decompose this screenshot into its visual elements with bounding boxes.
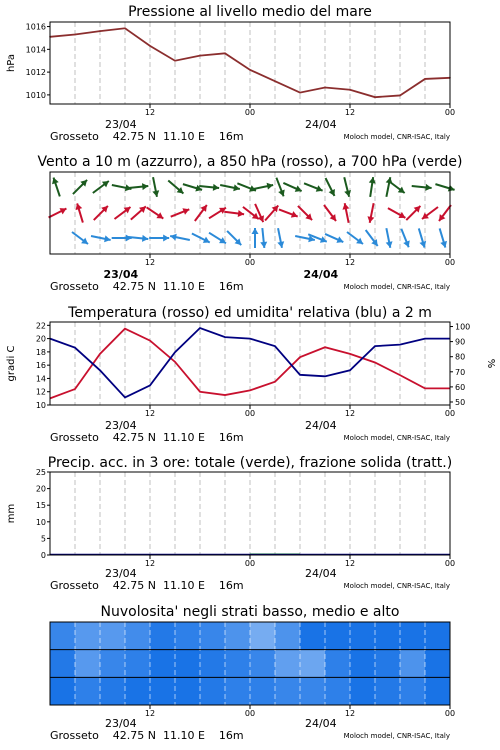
cloud-cell-medio [325, 650, 351, 678]
x-tick-label: 00 [444, 709, 456, 718]
y2-tick-label: 80 [455, 352, 466, 362]
wind-arrow [325, 234, 343, 243]
x-tick-label: 00 [244, 409, 256, 418]
cloud-cell-alto [175, 622, 201, 650]
cloud-cell-basso [125, 677, 151, 705]
cloud-cell-medio [375, 650, 401, 678]
x-tick-label: 12 [144, 709, 156, 718]
x-tick-label: 12 [144, 258, 156, 267]
x-tick-label: 12 [344, 258, 356, 267]
cloud-cell-basso [250, 677, 276, 705]
y-tick-label: 16 [35, 361, 46, 371]
date-label: 23/04 [104, 567, 137, 580]
cloud-cell-alto [200, 622, 226, 650]
date-label: 23/04 [104, 717, 137, 730]
wind-arrow [401, 229, 409, 248]
wind-arrow [131, 206, 146, 219]
x-tick-label: 00 [444, 108, 456, 117]
date-label: 24/04 [304, 419, 337, 432]
station-info: Grosseto 42.75 N 11.10 E 16m [50, 130, 244, 143]
x-tick-label: 00 [244, 709, 256, 718]
x-tick-label: 12 [144, 409, 156, 418]
wind-arrow [367, 203, 374, 223]
wind-arrow [386, 177, 393, 197]
wind-arrow [277, 228, 284, 248]
cloud-cell-medio [300, 650, 326, 678]
pressure-point [424, 78, 426, 80]
y-axis-label: gradi C [6, 345, 17, 382]
wind-arrow [324, 205, 336, 221]
x-tick-label: 12 [344, 409, 356, 418]
x-tick-label: 00 [244, 108, 256, 117]
wind-arrow [342, 203, 349, 223]
cloud-cell-medio [150, 650, 176, 678]
wind-arrow [149, 235, 169, 242]
cloud-cell-alto [100, 622, 126, 650]
pressure-point [224, 53, 226, 55]
cloud-cell-alto [125, 622, 151, 650]
x-tick-label: 00 [244, 559, 256, 568]
pressure-point [274, 80, 276, 82]
wind-arrow [252, 228, 259, 248]
x-tick-label: 12 [144, 559, 156, 568]
cloud-cell-basso [50, 677, 76, 705]
y-tick-label: 0 [40, 551, 46, 560]
wind-arrow [72, 232, 88, 244]
wind-arrow [279, 209, 298, 217]
cloud-cell-alto [325, 622, 351, 650]
cloud-cell-basso [225, 677, 251, 705]
cloud-cell-medio [200, 650, 226, 678]
wind-arrow [237, 183, 256, 191]
y-tick-label: 14 [35, 374, 46, 384]
wind-arrow [49, 208, 67, 217]
cloud-cell-basso [75, 677, 101, 705]
wind-arrow [326, 178, 335, 196]
date-label: 24/04 [304, 118, 337, 131]
wind-arrow-head [252, 228, 259, 234]
cloud-cell-alto [225, 622, 251, 650]
y-tick-label: 25 [35, 468, 46, 477]
date-label: 24/04 [304, 717, 337, 730]
cloud-chart-title: Nuvolosita' negli strati basso, medio e alto [100, 604, 400, 620]
cloud-cell-medio [175, 650, 201, 678]
cloud-cell-medio [250, 650, 276, 678]
wind-arrow [152, 177, 159, 197]
cloud-cell-alto [75, 622, 101, 650]
date-label: 23/04 [103, 268, 139, 281]
cloud-cell-alto [350, 622, 376, 650]
wind-arrow [224, 210, 244, 217]
cloud-cell-alto [375, 622, 401, 650]
y-tick-label: 1016 [25, 22, 46, 32]
y-tick-label: 15 [35, 501, 46, 511]
x-tick-label: 12 [344, 559, 356, 568]
cloud-cell-basso [275, 677, 301, 705]
pressure-point [199, 55, 201, 57]
cloud-cell-medio [425, 650, 451, 678]
cloud-cell-alto [425, 622, 451, 650]
station-info: Grosseto 42.75 N 11.10 E 16m [50, 431, 244, 444]
temperature-chart-title: Temperatura (rosso) ed umidita' relativa (blu) a 2 m [68, 305, 432, 321]
pressure-point [349, 89, 351, 91]
wind-arrow [422, 207, 438, 219]
y-tick-label: 20 [35, 334, 46, 344]
y-tick-label: 1012 [25, 68, 46, 78]
wind-arrow-head [344, 190, 351, 197]
y2-tick-label: 60 [455, 382, 466, 392]
model-credit: Moloch model, CNR-ISAC, Italy [343, 133, 450, 141]
cloud-cell-basso [100, 677, 126, 705]
cloud-cell-medio [225, 650, 251, 678]
wind-arrow-head [142, 183, 148, 190]
y-axis-label: hPa [6, 53, 17, 73]
precipitation-chart-title: Precip. acc. in 3 ore: totale (verde), frazione solida (tratt.) [47, 455, 453, 471]
wind-arrow [276, 178, 284, 197]
wind-chart-title: Vento a 10 m (azzurro), a 850 hPa (rosso), a 700 hPa (verde) [37, 154, 463, 170]
pressure-point [124, 27, 126, 29]
date-label: 23/04 [104, 118, 137, 131]
wind-arrow [260, 228, 267, 248]
y-tick-label: 12 [35, 387, 46, 397]
pressure-point [399, 95, 401, 97]
wind-arrow [209, 233, 226, 244]
y-tick-label: 5 [40, 534, 46, 544]
wind-arrow [347, 232, 363, 244]
x-tick-label: 00 [444, 409, 456, 418]
wind-arrow [366, 230, 378, 246]
cloud-cell-basso [175, 677, 201, 705]
wind-arrow [115, 207, 131, 219]
wind-arrow [388, 208, 405, 218]
cloud-cell-alto [400, 622, 426, 650]
cloud-cell-medio [50, 650, 76, 678]
wind-arrow [227, 231, 241, 245]
y-tick-label: 1010 [25, 90, 46, 100]
cloud-cell-basso [150, 677, 176, 705]
x-tick-label: 12 [344, 709, 356, 718]
wind-arrow [440, 228, 447, 247]
wind-arrow [93, 181, 109, 193]
y2-tick-label: 50 [455, 397, 466, 407]
y-tick-label: 22 [35, 321, 46, 331]
date-label: 23/04 [104, 419, 137, 432]
cloud-cell-basso [350, 677, 376, 705]
cloud-cell-medio [275, 650, 301, 678]
model-credit: Moloch model, CNR-ISAC, Italy [343, 434, 450, 442]
wind-arrow [199, 184, 219, 191]
wind-arrow [439, 205, 451, 221]
wind-arrow [209, 208, 226, 219]
wind-arrow [171, 208, 190, 216]
wind-arrow [170, 234, 190, 241]
wind-arrow [255, 204, 264, 222]
wind-arrow [386, 228, 393, 248]
y-tick-label: 1014 [25, 45, 46, 55]
wind-arrow [412, 184, 432, 191]
station-info: Grosseto 42.75 N 11.10 E 16m [50, 729, 244, 742]
wind-arrow [265, 205, 278, 220]
wind-arrow [389, 181, 405, 193]
y-tick-label: 10 [35, 517, 46, 527]
y2-tick-label: 70 [455, 367, 466, 377]
pressure-point [174, 60, 176, 62]
wind-arrow-head [142, 235, 148, 242]
wind-arrow-head [163, 235, 169, 242]
y2-tick-label: 100 [455, 322, 471, 332]
wind-arrow-head [260, 242, 267, 248]
cloud-cell-basso [400, 677, 426, 705]
pressure-point [99, 30, 101, 32]
wind-arrow [147, 207, 164, 218]
wind-arrow [192, 234, 210, 243]
station-info: Grosseto 42.75 N 11.10 E 16m [50, 579, 244, 592]
cloud-cell-basso [300, 677, 326, 705]
wind-arrow [94, 206, 108, 220]
pressure-point [324, 87, 326, 89]
wind-arrow [254, 183, 274, 190]
date-label: 24/04 [304, 567, 337, 580]
y-tick-label: 18 [35, 347, 46, 357]
cloud-cell-medio [350, 650, 376, 678]
cloud-cell-medio [100, 650, 126, 678]
y-axis-label: mm [6, 503, 17, 524]
wind-arrow-head [425, 184, 431, 191]
wind-arrow [52, 178, 60, 197]
model-credit: Moloch model, CNR-ISAC, Italy [343, 283, 450, 291]
wind-arrow [91, 235, 111, 242]
pressure-point [149, 45, 151, 47]
model-credit: Moloch model, CNR-ISAC, Italy [343, 732, 450, 740]
x-tick-label: 00 [244, 258, 256, 267]
x-tick-label: 00 [444, 559, 456, 568]
x-tick-label: 12 [344, 108, 356, 117]
cloud-cell-basso [375, 677, 401, 705]
station-info: Grosseto 42.75 N 11.10 E 16m [50, 280, 244, 293]
model-credit: Moloch model, CNR-ISAC, Italy [343, 582, 450, 590]
wind-arrow [195, 205, 207, 221]
wind-arrow [183, 184, 202, 191]
wind-arrow [168, 180, 183, 193]
cloud-cell-alto [50, 622, 76, 650]
cloud-cell-alto [275, 622, 301, 650]
cloud-cell-alto [150, 622, 176, 650]
wind-arrow-head [213, 184, 219, 191]
wind-arrow [406, 206, 420, 220]
y-tick-label: 20 [35, 484, 46, 494]
date-label: 24/04 [303, 268, 339, 281]
wind-arrow [304, 183, 323, 191]
cloud-cell-alto [250, 622, 276, 650]
cloud-cell-medio [75, 650, 101, 678]
wind-arrow [75, 203, 82, 222]
cloud-cell-medio [400, 650, 426, 678]
cloud-cell-basso [325, 677, 351, 705]
pressure-point [74, 34, 76, 36]
pressure-point [374, 96, 376, 98]
pressure-chart-title: Pressione al livello medio del mare [128, 4, 372, 20]
x-tick-label: 00 [444, 258, 456, 267]
cloud-cell-alto [300, 622, 326, 650]
y2-tick-label: 90 [455, 337, 466, 347]
y2-axis-label: % [485, 358, 496, 369]
wind-arrow [220, 184, 240, 191]
pressure-point [249, 69, 251, 71]
pressure-point [299, 92, 301, 94]
cloud-cell-medio [125, 650, 151, 678]
cloud-cell-basso [200, 677, 226, 705]
wind-arrow [283, 183, 301, 192]
cloud-cell-basso [425, 677, 451, 705]
x-tick-label: 12 [144, 108, 156, 117]
y-tick-label: 10 [35, 401, 46, 410]
wind-arrow [435, 184, 454, 191]
